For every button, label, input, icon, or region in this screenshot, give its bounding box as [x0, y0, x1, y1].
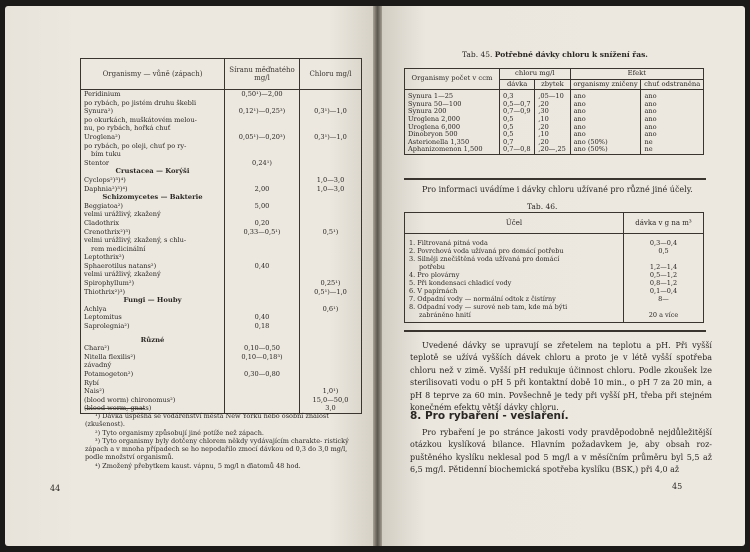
organism-cell: Spirophyllum²) [84, 279, 135, 288]
dose-value-cell [624, 303, 704, 311]
table-row [81, 228, 362, 237]
organism-cell: Cladothrix [84, 218, 120, 227]
copper-sulfate-cell [225, 245, 300, 254]
residue-cell: ,20 [535, 101, 570, 109]
chlorine-cell: 0,3¹)—1,0 [300, 133, 362, 142]
paragraph-temperature-ph: Uvedené dávky se upravují se zřetelem na teplotu a pH. Při vyšší teplotě se užívá vyšších dávek chloru a proto je v létě vyšší spotřeba chloru než v zimě. Vyšší pH redukuje účinnost chloru. Podle zkoušek lze sterilisovati vodu o pH 5 při kontaktní době 10 min., o pH 7 za 20 min, a pH 8 teprve za 60 min. Povšechně je tedy při vyšší pH, třeba při stejném konečném efektu větší dávky chloru. [410, 341, 712, 413]
organism-count-cell: Uroglena 6,000 [408, 122, 461, 131]
killed-cell: ano [570, 124, 641, 132]
chlorine-cell [300, 124, 362, 133]
paragraph-fishing: Pro rybaření je po stránce jakosti vody pravděpodobně nejdůležitější otázkou kyslíková bilance. Hlavním požadavkem je, aby obsah roz- puštěného kyslíku neklesal pod 5 mg/l a v měsíčním průměru byl 5,5 až 6,5 mg/l. Pětidenní biochemická spotřeba kyslíku (BSK,) při 4,0 až [410, 428, 712, 475]
table45-header-killed: organismy zničeny [570, 79, 641, 90]
table-row [81, 288, 362, 297]
dose-value-cell: 0,3—0,4 [624, 234, 704, 248]
residue-cell: ,20 [535, 124, 570, 132]
table-row [81, 344, 362, 353]
table-row [81, 313, 362, 322]
organism-cell: Různé [140, 335, 165, 344]
group-heading-row [81, 167, 362, 176]
dose-cell: 0,3 [500, 90, 535, 101]
table46-header-purpose: Účel [405, 213, 624, 234]
dose-value-cell: 0,5 [624, 247, 704, 255]
copper-sulfate-cell [225, 361, 300, 370]
chlorine-cell: 1,0—3,0 [300, 185, 362, 194]
table46-header-dose: dávka v g na m³ [624, 213, 704, 234]
killed-cell: ano (50%) [570, 146, 641, 154]
organism-count-cell: Asterionella 1,350 [408, 137, 470, 146]
table-row [405, 146, 704, 154]
copper-sulfate-cell: 0,20 [225, 219, 300, 228]
book-gutter [373, 6, 382, 546]
killed-cell: ano [570, 101, 641, 109]
dose-value-cell: 8— [624, 295, 704, 303]
column-header-organisms: Organismy — vůně (zápach) [81, 59, 225, 90]
organism-cell: rem medicinální [91, 244, 146, 253]
copper-sulfate-cell [225, 150, 300, 159]
algae-chlorine-table [404, 68, 704, 155]
table-row [81, 107, 362, 116]
taste-cell: ano [641, 131, 704, 139]
copper-sulfate-cell [225, 193, 300, 202]
organism-count-cell: Aphanizomenon 1,500 [408, 145, 483, 154]
dose-value-cell: 20 a více [624, 311, 704, 323]
chlorine-cell [300, 336, 362, 345]
table-row [81, 210, 362, 219]
copper-sulfate-cell [225, 253, 300, 262]
organisms-table-body [81, 90, 362, 414]
dose-value-cell: 0,1—0,4 [624, 287, 704, 295]
copper-sulfate-cell [225, 99, 300, 108]
organism-cell: Crustacea — Korýši [115, 167, 190, 176]
taste-cell: ano [641, 101, 704, 109]
chlorine-usage-table [404, 212, 704, 323]
organisms-dose-table [80, 58, 362, 414]
chlorine-cell [300, 296, 362, 305]
copper-sulfate-cell: 0,10—0,18³) [225, 353, 300, 362]
copper-sulfate-cell: 2,00 [225, 185, 300, 194]
chlorine-cell: 1,0¹) [300, 387, 362, 396]
chlorine-cell [300, 379, 362, 388]
dose-cell: 0,7—0,9 [500, 108, 535, 116]
chlorine-cell [300, 253, 362, 262]
organism-cell: (blood worm, gnats) [84, 404, 152, 413]
table-row [405, 271, 704, 279]
organism-cell: Cyclops²)³)⁴) [84, 175, 126, 184]
chlorine-cell [300, 344, 362, 353]
intro-line: Pro informaci uvádíme i dávky chloru užívané pro různé jiné účely. [422, 185, 693, 194]
purpose-cell: 6. V papírnách [409, 287, 458, 295]
table45-header-organisms: Organismy počet v ccm [405, 69, 500, 90]
dose-value-cell [624, 255, 704, 263]
copper-sulfate-cell: 0,24¹) [225, 159, 300, 168]
table-row [81, 353, 362, 362]
organism-cell: Saprolegnia²) [84, 322, 130, 331]
organism-cell: Peridinium [84, 90, 121, 98]
table45-header-effect: Efekt [570, 69, 703, 80]
purpose-cell: zabráněno hnití [419, 311, 471, 319]
table-row [81, 133, 362, 142]
copper-sulfate-cell [225, 236, 300, 245]
copper-sulfate-cell [225, 210, 300, 219]
copper-sulfate-cell [225, 270, 300, 279]
organism-cell: Stentor [84, 158, 110, 167]
taste-cell: ano [641, 90, 704, 101]
table-row [81, 361, 362, 370]
organism-cell: nu, po rybách, hořká chuť [84, 124, 171, 133]
organism-count-cell: Dinobryon 500 [408, 130, 458, 139]
table45-header-chlorine: chloru mg/l [500, 69, 571, 80]
table45-header-taste: chuť odstraněna [641, 79, 704, 90]
organism-cell: Potamogeton²) [84, 370, 134, 378]
chlorine-cell: 1,0—3,0 [300, 176, 362, 185]
table-row [81, 219, 362, 228]
table-row [81, 159, 362, 168]
chlorine-cell [300, 202, 362, 211]
table46-bottom-rule [404, 330, 706, 332]
table-row [81, 387, 362, 396]
chlorine-cell [300, 370, 362, 379]
table45-bottom-rule [404, 178, 706, 180]
chlorine-cell [300, 219, 362, 228]
group-heading-row [81, 193, 362, 202]
purpose-cell: 7. Odpadní vody — normální odtok z čistírny [409, 295, 556, 303]
purpose-cell: potřebu [419, 263, 445, 271]
table-row [405, 255, 704, 263]
residue-cell: ,05—10 [535, 90, 570, 101]
copper-sulfate-cell [225, 288, 300, 297]
organism-cell: Thiothrix²)³) [84, 287, 126, 296]
copper-sulfate-cell [225, 387, 300, 396]
organism-cell: Nais²) [84, 387, 105, 396]
chlorine-cell [300, 322, 362, 331]
organism-cell: Crenothrix²)³) [84, 227, 131, 236]
chlorine-cell [300, 167, 362, 176]
table45-body [405, 90, 704, 155]
table-row [405, 247, 704, 255]
killed-cell: ano [570, 108, 641, 116]
table-row [81, 90, 362, 99]
chlorine-cell [300, 270, 362, 279]
table45-title: Tab. 45. Potřebné dávky chloru k snížení řas. [462, 50, 648, 59]
organism-cell: Synura²) [84, 107, 114, 116]
copper-sulfate-cell [225, 336, 300, 345]
organism-cell: Schizomycetes — Bakterie [102, 193, 203, 202]
dose-value-cell: 0,8—1,2 [624, 279, 704, 287]
copper-sulfate-cell: 0,10—0,50 [225, 344, 300, 353]
table-row [405, 263, 704, 271]
dose-value-cell: 1,2—1,4 [624, 263, 704, 271]
copper-sulfate-cell [225, 167, 300, 176]
chlorine-cell [300, 99, 362, 108]
table-row [405, 311, 704, 323]
table46-title: Tab. 46. [527, 202, 558, 211]
organism-cell: Achlya [84, 304, 107, 313]
table-row [81, 176, 362, 185]
organism-cell: (blood worm) chironomus²) [84, 395, 176, 404]
killed-cell: ano [570, 116, 641, 124]
chlorine-cell: 0,25¹) [300, 279, 362, 288]
purpose-cell: 1. Filtrovaná pitná voda [409, 239, 488, 247]
dose-cell: 0,5 [500, 116, 535, 124]
chlorine-cell [300, 361, 362, 370]
chlorine-cell: 0,5¹)—1,0 [300, 288, 362, 297]
killed-cell: ano [570, 131, 641, 139]
chlorine-cell [300, 353, 362, 362]
copper-sulfate-cell [225, 396, 300, 405]
copper-sulfate-cell [225, 379, 300, 388]
table45-header-residue: zbytek [535, 79, 570, 90]
copper-sulfate-cell [225, 124, 300, 133]
organism-cell: Uroglena²) [84, 132, 121, 141]
copper-sulfate-cell: 0,50¹)—2,00 [225, 90, 300, 99]
taste-cell: ano [641, 124, 704, 132]
copper-sulfate-cell: 0,12¹)—0,25³) [225, 107, 300, 116]
residue-cell: ,20 [535, 139, 570, 147]
organism-cell: Leptomitus [84, 313, 122, 322]
table46-body [405, 234, 704, 323]
table-row [81, 279, 362, 288]
chlorine-cell: 0,6¹) [300, 305, 362, 314]
table-row [81, 379, 362, 388]
chlorine-cell [300, 236, 362, 245]
copper-sulfate-cell: 0,33—0,5¹) [225, 228, 300, 237]
organism-cell: velmi urážlivý, zkažený [84, 210, 161, 219]
killed-cell: ano (50%) [570, 139, 641, 147]
dose-cell: 0,7—0,8 [500, 146, 535, 154]
chlorine-cell [300, 193, 362, 202]
copper-sulfate-cell: 0,30—0,80 [225, 370, 300, 379]
table-row [81, 270, 362, 279]
table-row [405, 287, 704, 295]
table-row [81, 124, 362, 133]
taste-cell: ne [641, 139, 704, 147]
table-row [81, 236, 362, 245]
organism-cell: po rybách, po jistém druhu škebli [84, 98, 197, 107]
residue-cell: ,20—,25 [535, 146, 570, 154]
copper-sulfate-cell [225, 296, 300, 305]
table-row [405, 279, 704, 287]
residue-cell: ,30 [535, 108, 570, 116]
residue-cell: ,10 [535, 131, 570, 139]
organism-cell: Chara²) [84, 344, 110, 353]
chlorine-cell [300, 262, 362, 271]
chlorine-cell [300, 150, 362, 159]
footnote-divider [85, 408, 145, 409]
organism-cell: Fungi — Houby [123, 296, 182, 305]
footnote-1: ¹) Dávka úspěšná se vodárenství města New Yorku nebo osobní znalost (zkušenost). [85, 412, 329, 429]
chlorine-cell [300, 159, 362, 168]
chlorine-cell: 3,0 [300, 404, 362, 413]
organism-count-cell: Uroglena 2,000 [408, 114, 461, 123]
taste-cell: ne [641, 146, 704, 154]
column-header-chlorine: Chloru mg/l [300, 59, 362, 90]
copper-sulfate-cell: 0,05¹)—0,20³) [225, 133, 300, 142]
copper-sulfate-cell: 0,40 [225, 313, 300, 322]
taste-cell: ano [641, 108, 704, 116]
footnote-2: ²) Tyto organismy způsobují jiné potíže než zápach. [95, 429, 264, 437]
dose-cell: 0,5 [500, 124, 535, 132]
purpose-cell: 2. Povrchová voda užívaná pro domácí potřebu [409, 247, 564, 255]
organism-cell: bím tuku [91, 150, 121, 159]
organism-cell: Rybí [84, 378, 99, 387]
chlorine-cell: 0,3¹)—1,0 [300, 107, 362, 116]
copper-sulfate-cell [225, 176, 300, 185]
table-row [405, 295, 704, 303]
dose-value-cell: 0,5—1,2 [624, 271, 704, 279]
copper-sulfate-cell: 0,18 [225, 322, 300, 331]
chlorine-cell: 0,5¹) [300, 228, 362, 237]
dose-cell: 0,7 [500, 139, 535, 147]
table-row [81, 202, 362, 211]
chlorine-cell [300, 210, 362, 219]
copper-sulfate-cell: 5,00 [225, 202, 300, 211]
organism-cell: Daphnia²)³)⁴) [84, 184, 128, 193]
purpose-cell: 3. Silněji znečištěná voda užívaná pro domácí [409, 255, 560, 263]
killed-cell: ano [570, 90, 641, 101]
group-heading-row [81, 296, 362, 305]
purpose-cell: 4. Pro plovárny [409, 271, 460, 279]
page-number-left: 44 [50, 484, 61, 493]
table-row [81, 305, 362, 314]
table46-header-row [405, 213, 704, 234]
organism-count-cell: Synura 200 [408, 107, 447, 116]
chlorine-cell [300, 313, 362, 322]
organism-cell: Beggiatoa²) [84, 201, 123, 210]
chlorine-cell: 15,0—50,0 [300, 396, 362, 405]
purpose-cell: 5. Při kondensaci chladicí vody [409, 279, 512, 287]
chlorine-cell [300, 142, 362, 151]
copper-sulfate-cell [225, 116, 300, 125]
organism-cell: po okurkách, muškátovém melou- [84, 115, 197, 124]
table-row [81, 99, 362, 108]
table-row [81, 150, 362, 159]
organism-cell: Nitella flexilis²) [84, 352, 136, 361]
chlorine-cell [300, 116, 362, 125]
table-row [81, 185, 362, 194]
table-row [81, 142, 362, 151]
table-row [81, 245, 362, 254]
organism-cell: Sphaerotilus natans²) [84, 261, 157, 270]
left-page [5, 6, 373, 546]
copper-sulfate-cell [225, 305, 300, 314]
table-row [405, 303, 704, 311]
organism-cell: velmi urážlivý, zkažený [84, 270, 161, 279]
organism-count-cell: Synura 50—100 [408, 99, 462, 108]
copper-sulfate-cell [225, 142, 300, 151]
dose-cell: 0,5 [500, 131, 535, 139]
chlorine-cell [300, 90, 362, 99]
table-row [405, 234, 704, 248]
column-header-copper-sulfate: Síranu měďnatého mg/l [225, 59, 300, 90]
table-row [405, 101, 704, 109]
table45-header-row-1 [405, 69, 704, 80]
organism-cell: po rybách, po oleji, chuť po ry- [84, 141, 187, 150]
dose-cell: 0,5—0,7 [500, 101, 535, 109]
table45-header-dose: dávka [500, 79, 535, 90]
purpose-cell: 8. Odpadní vody — surové neb tam, kde má býti [409, 303, 568, 311]
footnote-4: ⁴) Zmožený přebytkem kaust. vápnu, 5 mg/l n ďiatomů 48 hod. [95, 462, 301, 470]
table-header-row [81, 59, 362, 90]
chlorine-cell [300, 245, 362, 254]
table-row [81, 396, 362, 405]
section-title: 8. Pro rybaření - veslaření. [410, 410, 569, 422]
group-heading-row [81, 336, 362, 345]
footnote-3: ³) Tyto organismy byly dotčeny chlorem někdy vydávajícím charakte- ristický zápach a v mnoha případech se ho nepodařilo zmocí dávkou od 0,3 do 3,0 mg/l, podle množství organismů. [85, 437, 349, 462]
copper-sulfate-cell: 0,40 [225, 262, 300, 271]
organism-cell: závadný [84, 361, 112, 370]
organism-count-cell: Synura 1—25 [408, 92, 454, 101]
page-number-right: 45 [672, 482, 683, 491]
organism-cell: Leptothrix²) [84, 253, 125, 262]
copper-sulfate-cell [225, 279, 300, 288]
taste-cell: ano [641, 116, 704, 124]
table-row [81, 370, 362, 379]
table-row [81, 322, 362, 331]
table-row [81, 253, 362, 262]
residue-cell: ,10 [535, 116, 570, 124]
organism-cell: velmi urážlivý, zkažený, s chlu- [84, 236, 187, 245]
right-page [382, 6, 745, 546]
table-row [81, 262, 362, 271]
